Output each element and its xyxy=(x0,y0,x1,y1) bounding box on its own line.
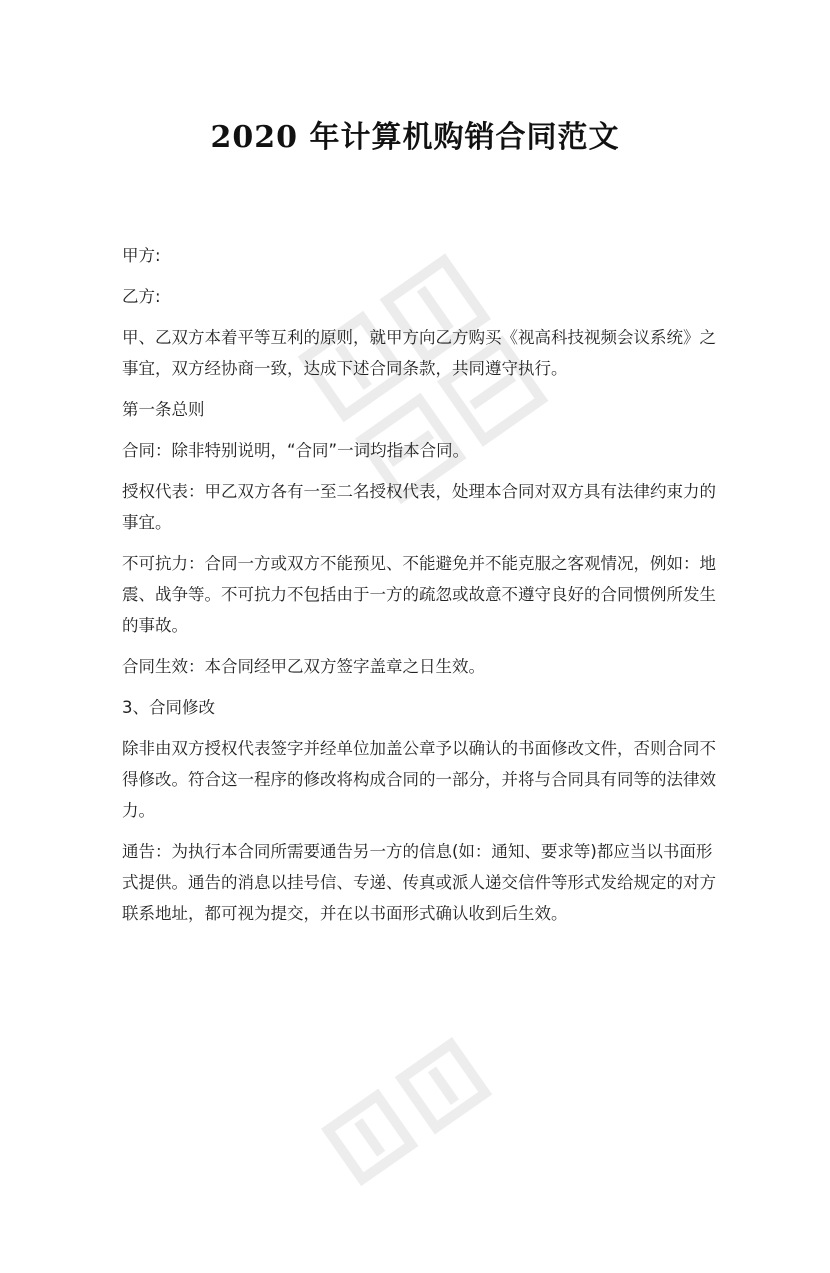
definition-force-majeure: 不可抗力：合同一方或双方不能预见、不能避免并不能克服之客观情况，例如：地震、战争等。不可抗力不包括由于一方的疏忽或故意不遵守良好的合同惯例所发生的事故。 xyxy=(122,554,716,635)
preamble-paragraph: 甲、乙双方本着平等互利的原则，就甲方向乙方购买《视高科技视频会议系统》之事宜，双方经协商一致，达成下述合同条款，共同遵守执行。 xyxy=(122,328,716,378)
party-a-label: 甲方: xyxy=(122,246,161,265)
notice-paragraph: 通告：为执行本合同所需要通告另一方的信息(如：通知、要求等)都应当以书面形式提供。通告的消息以挂号信、专递、传真或派人递交信件等形式发给规定的对方联系地址，都可视为提交，并在以书面形式确认收到后生效。 xyxy=(122,842,716,923)
definition-contract: 合同：除非特别说明，“合同”一词均指本合同。 xyxy=(122,441,470,460)
section-heading-general: 第一条总则 xyxy=(122,400,205,419)
document-title: 2020 年计算机购销合同范文 xyxy=(210,120,620,155)
section-heading-amendment: 3、合同修改 xyxy=(122,698,215,717)
amendment-paragraph: 除非由双方授权代表签字并经单位加盖公章予以确认的书面修改文件，否则合同不得修改。符合这一程序的修改将构成合同的一部分，并将与合同具有同等的法律效力。 xyxy=(122,739,716,820)
watermark-logo-icon-bottom xyxy=(300,987,600,1272)
definition-effectiveness: 合同生效：本合同经甲乙双方签字盖章之日生效。 xyxy=(122,657,485,676)
party-b-label: 乙方: xyxy=(122,287,161,306)
document-body xyxy=(122,240,722,939)
definition-authorized-representative: 授权代表：甲乙双方各有一至二名授权代表，处理本合同对双方具有法律约束力的事宜。 xyxy=(122,482,716,532)
